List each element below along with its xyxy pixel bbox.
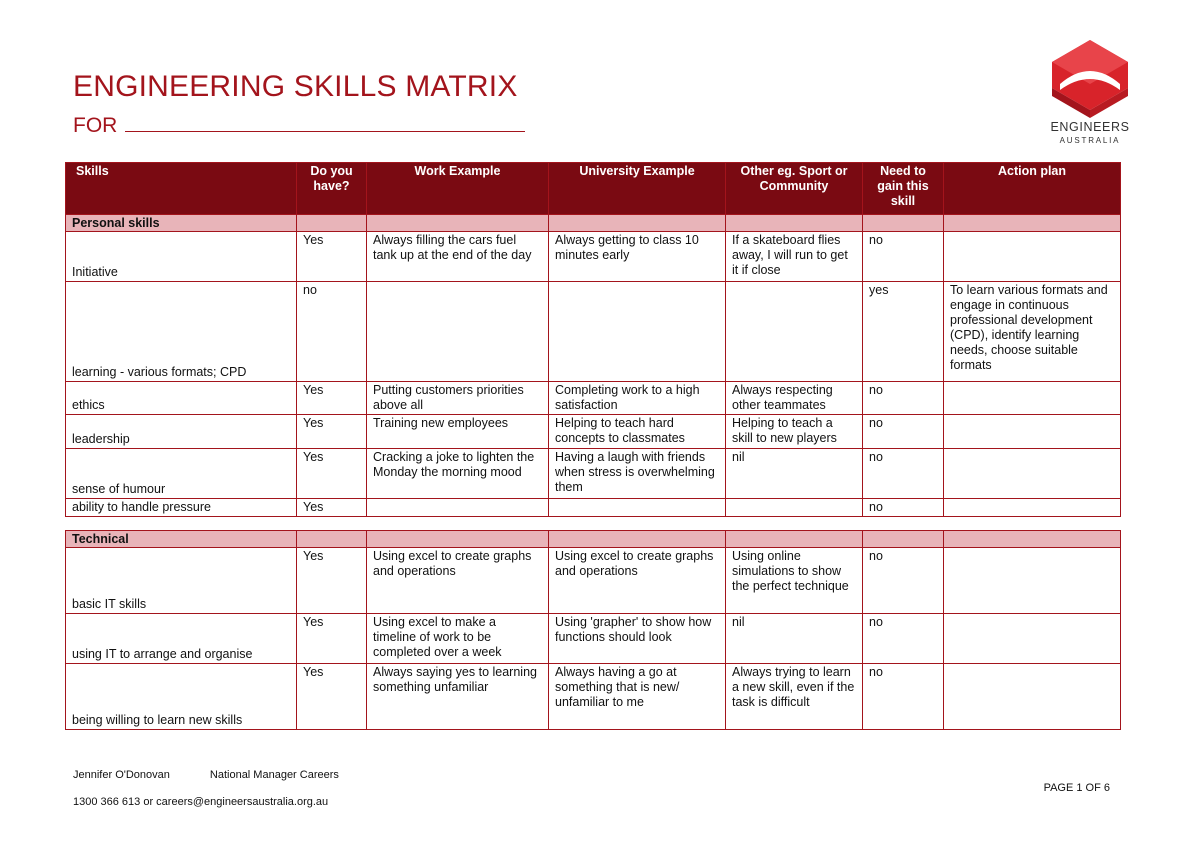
header-need-to-gain: Need to gain this skill: [863, 163, 944, 215]
other-example-cell: Always respecting other teammates: [726, 382, 863, 415]
logo-sub: AUSTRALIA: [1059, 136, 1121, 145]
other-example-cell: Using online simulations to show the perfect technique: [726, 548, 863, 614]
university-example-cell: [549, 499, 726, 517]
university-example-cell: Having a laugh with friends when stress is overwhelming them: [549, 449, 726, 499]
header-other-example: Other eg. Sport or Community: [726, 163, 863, 215]
other-example-cell: Always trying to learn a new skill, even if the task is difficult: [726, 664, 863, 730]
section-row-technical: [66, 531, 1121, 548]
action-plan-cell: [944, 614, 1121, 664]
action-plan-cell: [944, 415, 1121, 449]
work-example-cell: Using excel to create graphs and operations: [367, 548, 549, 614]
do-you-have-cell: Yes: [297, 415, 367, 449]
work-example-cell: [367, 499, 549, 517]
header-work-example: Work Example: [367, 163, 549, 215]
for-label: FOR: [73, 114, 118, 137]
university-example-cell: Using 'grapher' to show how functions should look: [549, 614, 726, 664]
other-example-cell: nil: [726, 614, 863, 664]
need-to-gain-cell: no: [863, 232, 944, 282]
university-example-cell: Helping to teach hard concepts to classmates: [549, 415, 726, 449]
work-example-cell: Using excel to make a timeline of work to be completed over a week: [367, 614, 549, 664]
header-row: [66, 163, 1121, 215]
document-title: ENGINEERING SKILLS MATRIX: [73, 70, 518, 103]
other-example-cell: nil: [726, 449, 863, 499]
work-example-cell: Putting customers priorities above all: [367, 382, 549, 415]
table-row: [66, 382, 1121, 415]
action-plan-cell: [944, 664, 1121, 730]
logo-name: ENGINEERS: [1050, 120, 1130, 134]
header-university-example: University Example: [549, 163, 726, 215]
do-you-have-cell: Yes: [297, 664, 367, 730]
need-to-gain-cell: no: [863, 415, 944, 449]
skill-name: Initiative: [66, 232, 297, 282]
action-plan-cell: [944, 232, 1121, 282]
header-skills: Skills: [66, 163, 297, 215]
skill-name: learning - various formats; CPD: [66, 282, 297, 382]
university-example-cell: Always getting to class 10 minutes early: [549, 232, 726, 282]
table-row: [66, 282, 1121, 382]
skill-name: sense of humour: [66, 449, 297, 499]
university-example-cell: Using excel to create graphs and operations: [549, 548, 726, 614]
logo-wordmark: [1030, 120, 1150, 145]
skill-name: using IT to arrange and organise: [66, 614, 297, 664]
do-you-have-cell: Yes: [297, 499, 367, 517]
work-example-cell: [367, 282, 549, 382]
table-row: [66, 548, 1121, 614]
table-row: [66, 415, 1121, 449]
need-to-gain-cell: yes: [863, 282, 944, 382]
university-example-cell: Completing work to a high satisfaction: [549, 382, 726, 415]
need-to-gain-cell: no: [863, 548, 944, 614]
other-example-cell: Helping to teach a skill to new players: [726, 415, 863, 449]
university-example-cell: Always having a go at something that is new/ unfamiliar to me: [549, 664, 726, 730]
table-row: [66, 449, 1121, 499]
table-row: [66, 614, 1121, 664]
work-example-cell: Cracking a joke to lighten the Monday the morning mood: [367, 449, 549, 499]
need-to-gain-cell: no: [863, 614, 944, 664]
skill-name: leadership: [66, 415, 297, 449]
section-title: Technical: [66, 531, 297, 548]
other-example-cell: [726, 282, 863, 382]
do-you-have-cell: Yes: [297, 382, 367, 415]
skills-table-technical: [65, 530, 1121, 730]
do-you-have-cell: Yes: [297, 232, 367, 282]
skill-name: basic IT skills: [66, 548, 297, 614]
section-title: Personal skills: [66, 215, 297, 232]
table-row: [66, 664, 1121, 730]
action-plan-cell: To learn various formats and engage in continuous professional development (CPD), identify learning needs, choose suitable formats: [944, 282, 1121, 382]
need-to-gain-cell: no: [863, 449, 944, 499]
header-action-plan: Action plan: [944, 163, 1121, 215]
other-example-cell: [726, 499, 863, 517]
name-blank-line: [125, 116, 525, 132]
do-you-have-cell: Yes: [297, 449, 367, 499]
other-example-cell: If a skateboard flies away, I will run to get it if close: [726, 232, 863, 282]
skills-table-personal: [65, 162, 1121, 517]
footer-contact-details: 1300 366 613 or careers@engineersaustralia.org.au: [73, 796, 329, 808]
action-plan-cell: [944, 548, 1121, 614]
section-row-personal: [66, 215, 1121, 232]
action-plan-cell: [944, 499, 1121, 517]
action-plan-cell: [944, 449, 1121, 499]
skill-name: being willing to learn new skills: [66, 664, 297, 730]
page-number: PAGE 1 OF 6: [1043, 782, 1110, 794]
footer-role: National Manager Careers: [209, 769, 339, 781]
for-line: [73, 114, 525, 138]
do-you-have-cell: Yes: [297, 548, 367, 614]
need-to-gain-cell: no: [863, 499, 944, 517]
footer-name: Jennifer O'Donovan: [73, 769, 170, 781]
work-example-cell: Always saying yes to learning something unfamiliar: [367, 664, 549, 730]
do-you-have-cell: no: [297, 282, 367, 382]
table-row: [66, 499, 1121, 517]
work-example-cell: Always filling the cars fuel tank up at the end of the day: [367, 232, 549, 282]
footer-contact-person: [73, 769, 339, 781]
skill-name: ethics: [66, 382, 297, 415]
skill-name: ability to handle pressure: [66, 499, 297, 517]
action-plan-cell: [944, 382, 1121, 415]
do-you-have-cell: Yes: [297, 614, 367, 664]
header-do-you-have: Do you have?: [297, 163, 367, 215]
need-to-gain-cell: no: [863, 382, 944, 415]
work-example-cell: Training new employees: [367, 415, 549, 449]
need-to-gain-cell: no: [863, 664, 944, 730]
university-example-cell: [549, 282, 726, 382]
table-row: [66, 232, 1121, 282]
